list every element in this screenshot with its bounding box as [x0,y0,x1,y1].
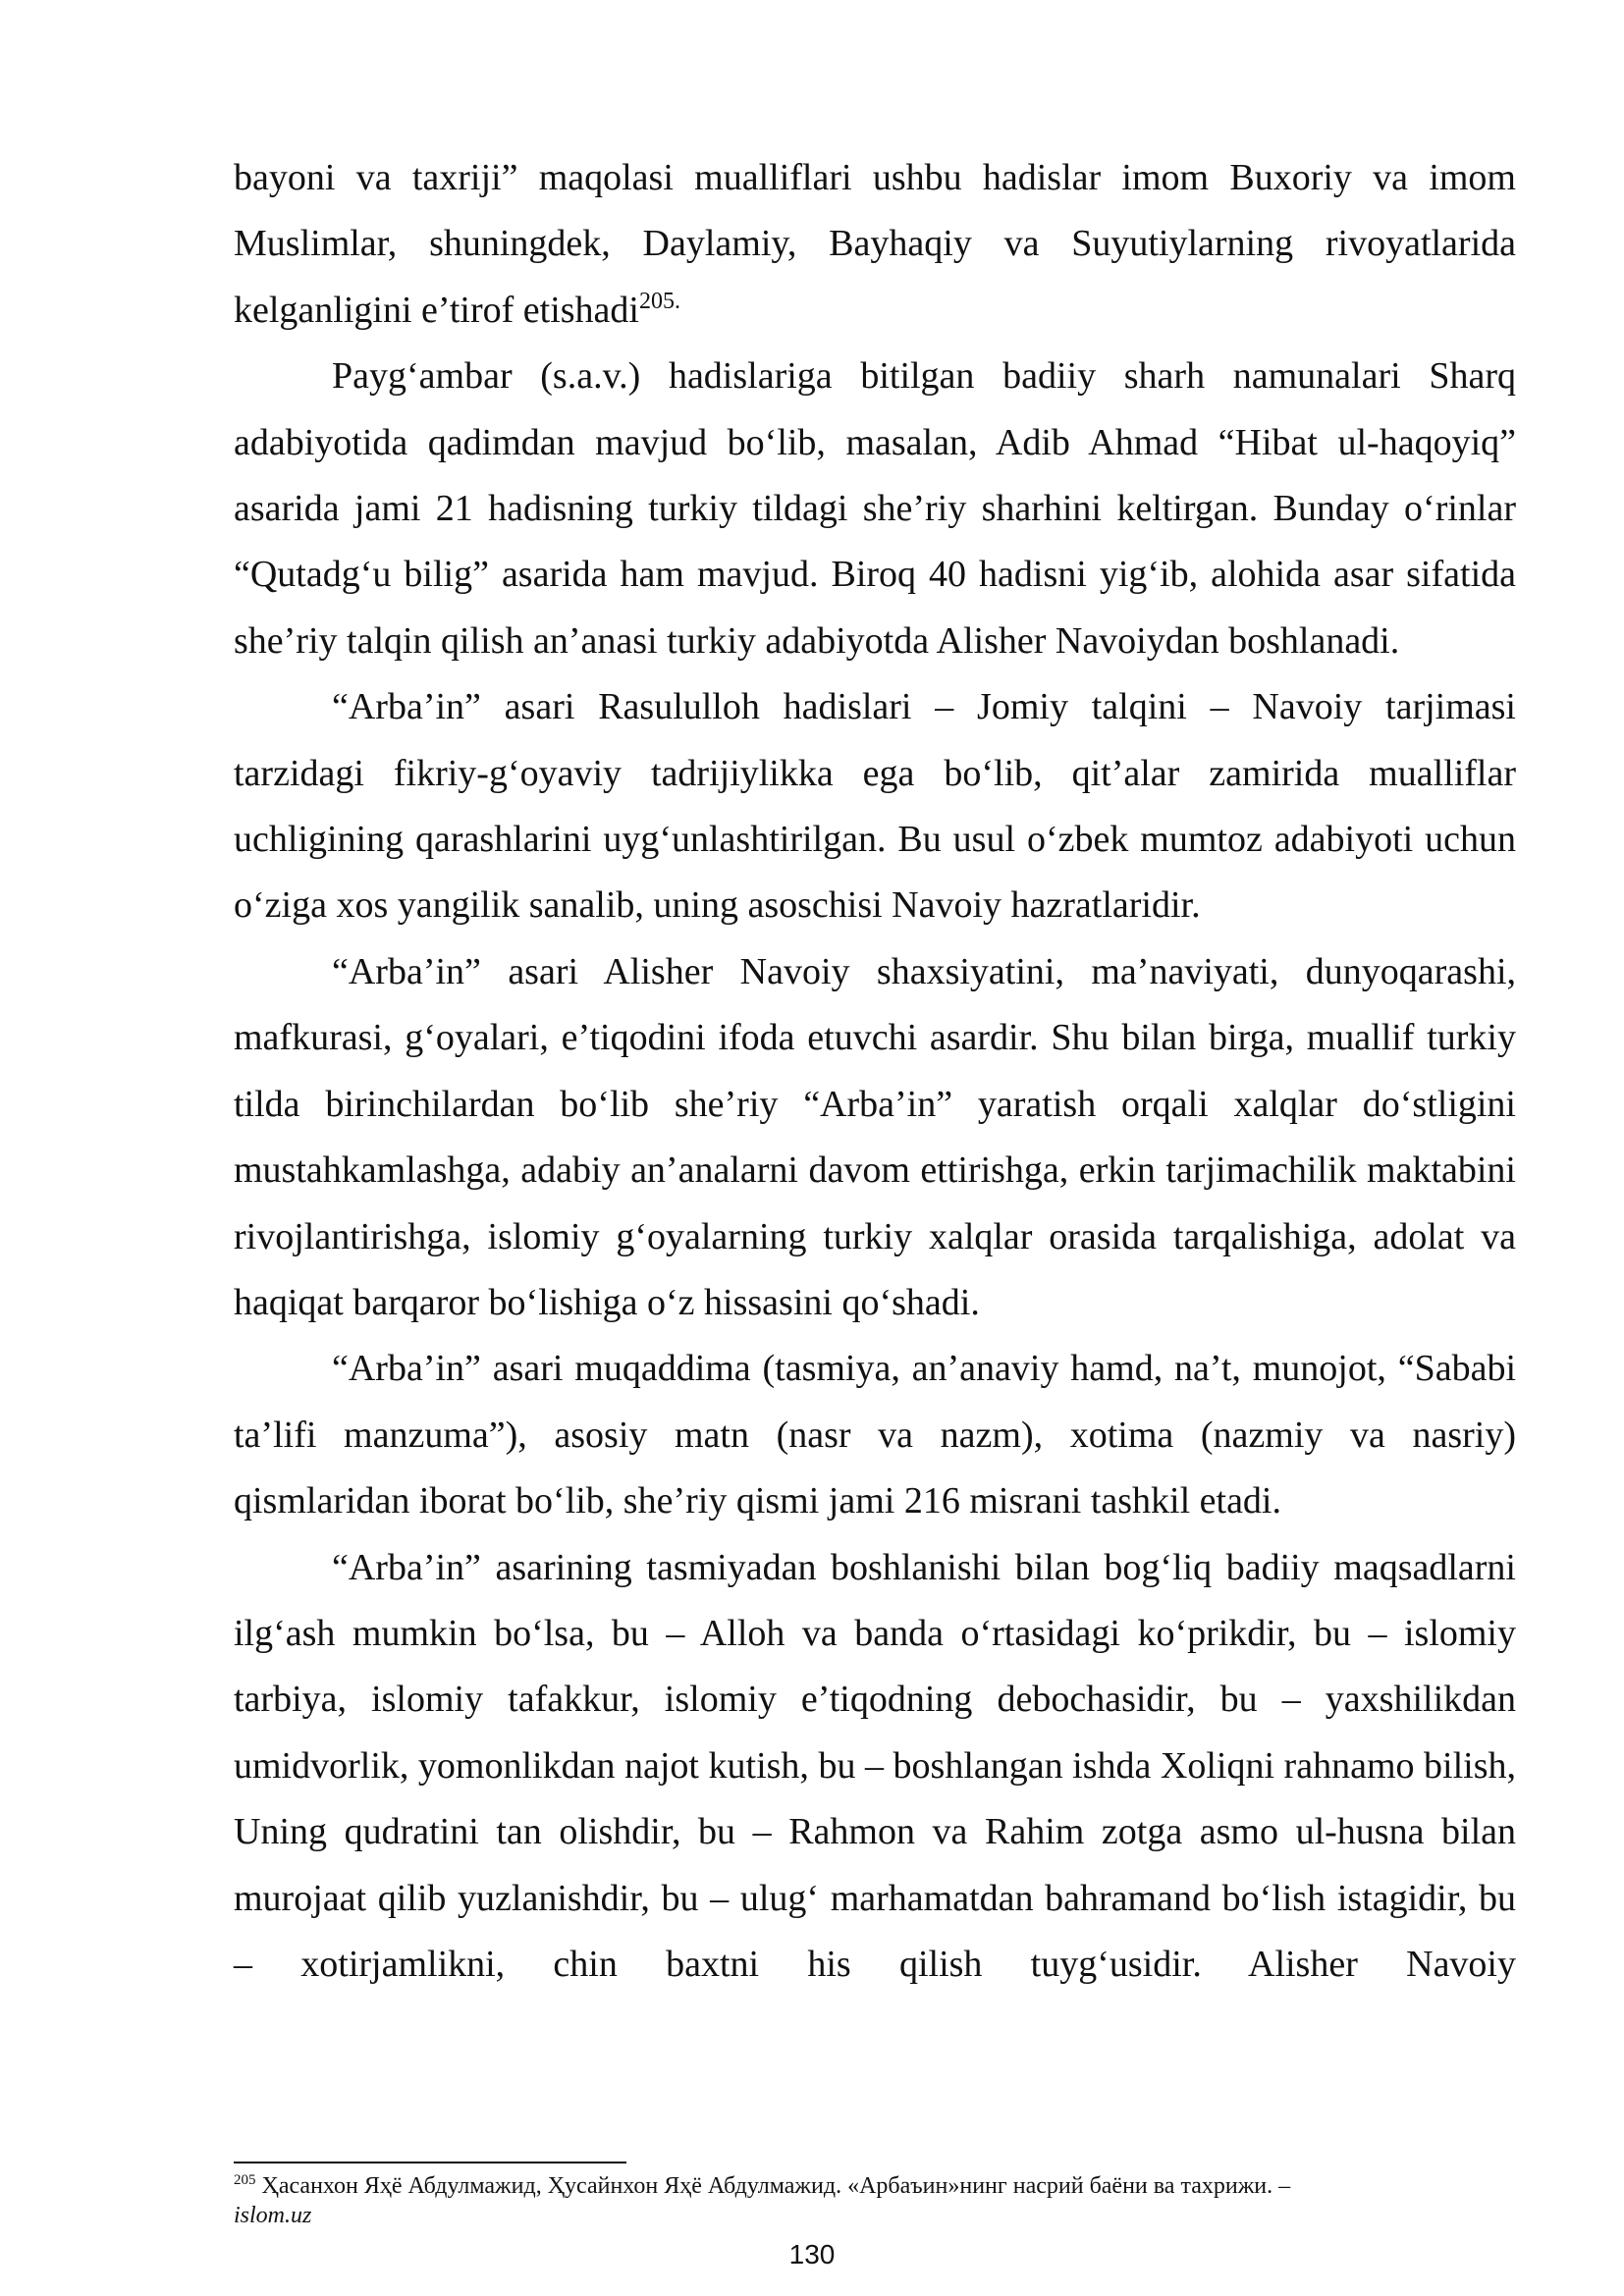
footnote-divider [234,2162,626,2163]
paragraph-5: “Arba’in” asari muqaddima (tasmiya, an’anaviy hamd, na’t, munojot, “Sababi ta’lifi manzuma”), asosiy matn (nasr va nazm), xotima (nazmiy va nasriy) qismlaridan iborat bo‘lib, she’riy qismi jami 216 misrani tashkil etadi. [234,1348,1516,1522]
paragraph-4: “Arba’in” asari Alisher Navoiy shaxsiyatini, ma’naviyati, dunyoqarashi, mafkurasi, g‘oyalari, e’tiqodini ifoda etuvchi asardir. Shu bilan birga, muallif turkiy tilda birinchilardan bo‘lib she’riy “Arba’in” yaratish orqali xalqlar do‘stligini mustahkamlashga, adabiy an’analarni davom ettirishga, erkin tarjimachilik maktabini rivojlantirishga, islomiy g‘oyalarning turkiy xalqlar orasida tarqalishiga, adolat va haqiqat barqaror bo‘lishiga o‘z hissasini qo‘shadi. [234,950,1516,1323]
paragraph-1 [234,145,1516,344]
paragraph-1-text: bayoni va taxriji” maqolasi mualliflari ushbu hadislar imom Buxoriy va imom Muslimlar, shuningdek, Daylamiy, Bayhaqiy va Suyutiylarning rivoyatlarida kelganligini e’tirof etishadi [234,157,1516,331]
page-body [234,145,1516,1998]
paragraph-6: “Arba’in” asarining tasmiyadan boshlanishi bilan bog‘liq badiiy maqsadlarni ilg‘ash mumkin bo‘lsa, bu – Alloh va banda o‘rtasidagi ko‘prikdir, bu – islomiy tarbiya, islomiy tafakkur, islomiy e’tiqodning debochasidir, bu – yaxshilikdan umidvorlik, yomonlikdan najot kutish, bu – boshlangan ishda Xoliqni rahnamo bilish, Uning qudratini tan olishdir, bu – Rahmon va Rahim zotga asmo ul-husna bilan murojaat qilib yuzlanishdir, bu – ulug‘ marhamatdan bahramand bo‘lish istagidir, bu – xotirjamlikni, chin baxtni his qilish tuyg‘usidir. Alisher Navoiy [234,1546,1516,1985]
footnote-text: Ҳасанхон Яҳё Абдулмажид, Ҳусайнхон Яҳё Абдулмажид. «Арбаъин»нинг насрий баёни ва тахрижи. – [255,2173,1291,2199]
footnote [234,2171,1516,2230]
footnote-source[interactable]: islom.uz [234,2203,312,2228]
footnote-number: 205 [234,2172,256,2188]
paragraph-3: “Arba’in” asari Rasululloh hadislari – Jomiy talqini – Navoiy tarjimasi tarzidagi fikriy-g‘oyaviy tadrijiylikka ega bo‘lib, qit’alar zamirida mualliflar uchligining qarashlarini uyg‘unlashtirilgan. Bu usul o‘zbek mumtoz adabiyoti uchun o‘ziga xos yangilik sanalib, uning asoschisi Navoiy hazratlaridir. [234,686,1516,927]
paragraph-2: Payg‘ambar (s.a.v.) hadislariga bitilgan badiiy sharh namunalari Sharq adabiyotida qadimdan mavjud bo‘lib, masalan, Adib Ahmad “Hibat ul-haqoyiq” asarida jami 21 hadisning turkiy tildagi she’riy sharhini keltirgan. Bunday o‘rinlar “Qutadg‘u bilig” asarida ham mavjud. Biroq 40 hadisni yig‘ib, alohida asar sifatida she’riy talqin qilish an’anasi turkiy adabiyotda Alisher Navoiydan boshlanadi. [234,355,1516,662]
page-number: 130 [788,2239,836,2269]
footnote-reference[interactable]: 205. [638,288,680,314]
